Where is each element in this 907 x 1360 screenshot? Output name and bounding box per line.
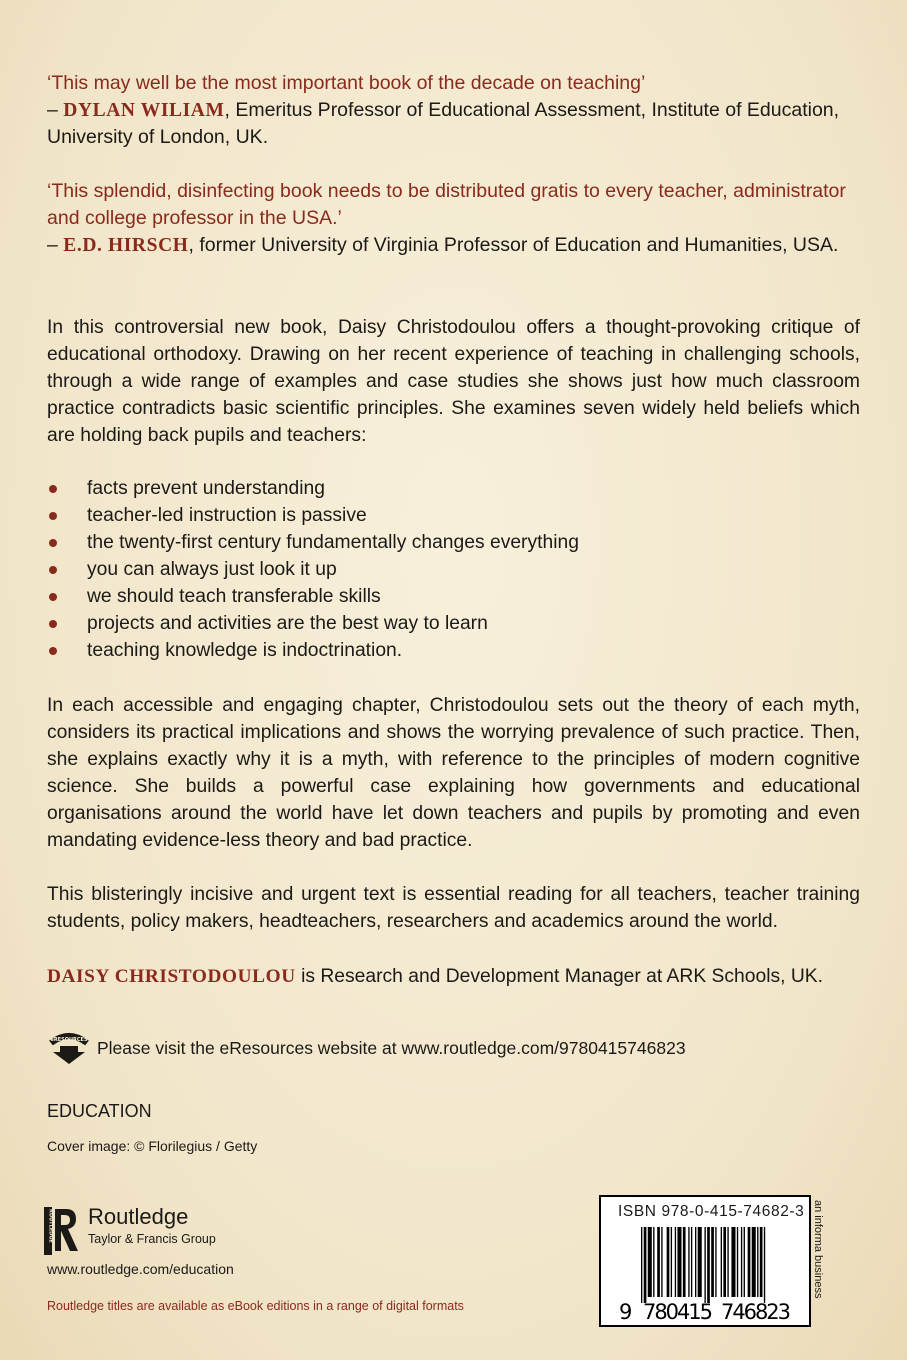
quote-text: ‘This may well be the most important book of the decade on teaching’ <box>47 72 646 94</box>
bullet-icon <box>49 566 57 574</box>
quote-dylan-wiliam <box>47 70 867 151</box>
bullet-icon <box>49 620 57 628</box>
quote-dash: – <box>47 99 64 121</box>
barcode-bar <box>675 1227 676 1297</box>
quote-ed-hirsch <box>47 178 867 259</box>
barcode-bar <box>764 1227 765 1303</box>
eresources-icon <box>47 1031 91 1065</box>
barcode-digit-first: 9 <box>619 1300 633 1324</box>
barcode-bar <box>648 1227 652 1297</box>
audience-paragraph: This blisteringly incisive and urgent text is essential reading for all teachers, teacher training students, policy makers, headteachers, researchers and academics around the world. <box>47 884 860 932</box>
barcode-bar <box>727 1227 728 1297</box>
author-role: is Research and Development Manager at ARK Schools, UK. <box>295 966 824 987</box>
barcode-bar <box>653 1227 654 1297</box>
publisher-logo <box>44 1205 216 1257</box>
description-paragraph: In each accessible and engaging chapter, Christodoulou sets out the theory of each myth, considers its practical implications and shows the worrying prevalence of such practice. Then, she explains exactly why it is a myth, with reference to the principles of modern cognitive science. She builds a powerful case explaining how governments and educational organisations around the world have let down teachers and pupils by promoting and even mandating evidence-less theory and bad practice. <box>47 695 860 851</box>
publisher-group: Taylor & Francis Group <box>88 1232 216 1246</box>
barcode-bar <box>691 1227 692 1297</box>
barcode-bar <box>752 1227 756 1297</box>
list-item: projects and activities are the best way to learn <box>47 610 860 637</box>
barcode-digits-left: 780415 <box>643 1300 713 1324</box>
logo-mark-text: ROUTLEDGE <box>47 1209 54 1243</box>
barcode-bar <box>731 1227 735 1297</box>
barcode-bar <box>721 1227 722 1297</box>
bullet-icon <box>49 593 57 601</box>
barcode-bar <box>695 1227 696 1297</box>
eresources-text: Please visit the eResources website at www.routledge.com/9780415746823 <box>97 1037 686 1058</box>
cover-image-credit: Cover image: © Florilegius / Getty <box>47 1138 258 1154</box>
routledge-logo-icon <box>44 1205 80 1257</box>
intro-paragraph: In this controversial new book, Daisy Christodoulou offers a thought-provoking critique of educational orthodoxy. Drawing on her recent experience of teaching in challenging schools, through a wide range of examples and case studies she shows just how much classroom practice contradicts basic scientific principles. She examines seven widely held beliefs which are holding back pupils and teachers: <box>47 317 860 446</box>
isbn-number: ISBN 978-0-415-74682-3 <box>618 1203 805 1220</box>
barcode-bar <box>757 1227 758 1297</box>
quote-dash: – <box>47 234 64 256</box>
barcode-bar <box>711 1227 714 1297</box>
bullet-icon <box>49 539 57 547</box>
barcode-bar <box>748 1227 751 1297</box>
list-item: facts prevent understanding <box>47 475 860 502</box>
publisher-name: Routledge <box>88 1204 189 1229</box>
barcode-bar <box>641 1227 642 1303</box>
barcode-bar <box>683 1227 686 1297</box>
bullet-icon <box>49 647 57 655</box>
eresources-icon-text: eRESOURCES <box>50 1037 88 1043</box>
quote-text-line1: ‘This splendid, disinfecting book needs to be distributed gratis to every teacher, administrator <box>47 180 846 202</box>
barcode-bar <box>688 1227 689 1297</box>
quote-attribution: , former University of Virginia Professor of Education and Humanities, USA. <box>188 234 839 256</box>
bullet-icon <box>49 485 57 493</box>
list-item: the twenty-first century fundamentally changes everything <box>47 529 860 556</box>
barcode-bar <box>671 1227 672 1297</box>
barcode-bar <box>715 1227 716 1297</box>
bullet-icon <box>49 512 57 520</box>
list-item: we should teach transferable skills <box>47 583 860 610</box>
barcode-bar <box>661 1227 662 1297</box>
barcode-bar <box>741 1227 742 1297</box>
myths-list <box>47 475 860 664</box>
barcode-digits-right: 746823 <box>721 1300 791 1324</box>
barcode-bar <box>760 1227 763 1297</box>
barcode-bar <box>657 1227 660 1297</box>
informa-text: an informa business <box>812 1200 824 1299</box>
quote-attribution-line2: University of London, UK. <box>47 126 269 148</box>
author-name: DAISY CHRISTODOULOU <box>47 966 296 987</box>
author-bio <box>47 966 823 988</box>
quote-author-name: DYLAN WILIAM <box>63 100 225 121</box>
category-label: EDUCATION <box>47 1101 152 1121</box>
barcode-bar <box>704 1227 705 1303</box>
ebook-note: Routledge titles are available as eBook editions in a range of digital formats <box>47 1299 464 1313</box>
barcode-bar <box>644 1227 647 1303</box>
quote-text-line2: and college professor in the USA.’ <box>47 207 342 229</box>
quote-attribution: , Emeritus Professor of Educational Assessment, Institute of Education, <box>224 99 840 121</box>
list-item: teaching knowledge is indoctrination. <box>47 637 860 664</box>
publisher-website[interactable]: www.routledge.com/education <box>47 1261 234 1277</box>
barcode-bar <box>723 1227 726 1297</box>
barcode-bar <box>737 1227 738 1297</box>
list-item: you can always just look it up <box>47 556 860 583</box>
barcode-bar <box>744 1227 745 1297</box>
barcode-bar <box>698 1227 702 1297</box>
list-item: teacher-led instruction is passive <box>47 502 860 529</box>
informa-tagline <box>808 1200 854 1310</box>
barcode-bar <box>667 1227 670 1297</box>
eresources-notice <box>47 1031 686 1065</box>
barcode-bar <box>707 1227 710 1303</box>
barcode-bar <box>677 1227 681 1297</box>
quote-author-name: E.D. HIRSCH <box>63 235 189 256</box>
